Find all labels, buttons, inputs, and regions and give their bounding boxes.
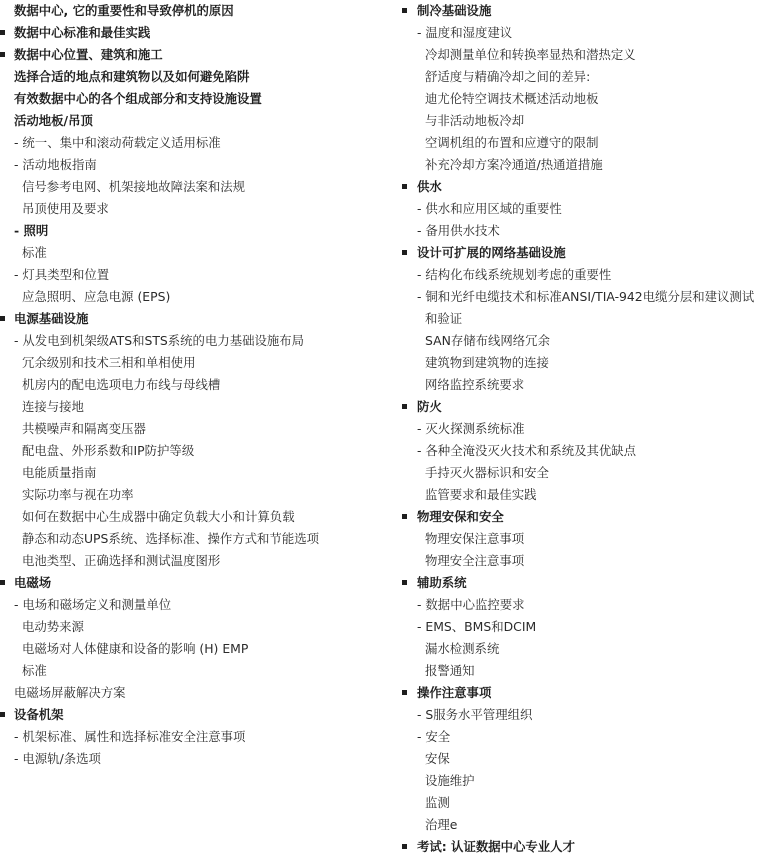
outline-line [402, 132, 771, 154]
outline-text: - 统一、集中和滚动荷载定义适用标准 [14, 135, 221, 150]
outline-line [0, 308, 395, 330]
outline-text: 设备机架 [14, 707, 64, 722]
outline-text: 物理安保注意事项 [425, 531, 525, 546]
outline-text: 考试: 认证数据中心专业人才 [417, 839, 575, 854]
outline-line [402, 396, 771, 418]
square-bullet-icon [0, 712, 5, 717]
outline-line [0, 528, 395, 550]
outline-line [402, 792, 771, 814]
square-bullet-icon [0, 316, 5, 321]
outline-line [0, 616, 395, 638]
outline-line [0, 484, 395, 506]
outline-line [0, 418, 395, 440]
left-column [0, 0, 395, 770]
outline-line [0, 374, 395, 396]
outline-text: - 安全 [417, 729, 451, 744]
outline-line [0, 0, 395, 22]
outline-text: 和验证 [425, 311, 463, 326]
outline-line [0, 660, 395, 682]
outline-line [0, 88, 395, 110]
outline-line [0, 66, 395, 88]
outline-line [0, 110, 395, 132]
outline-text: 冗余级别和技术三相和单相使用 [22, 355, 196, 370]
outline-line [402, 44, 771, 66]
outline-line [402, 462, 771, 484]
outline-text: 如何在数据中心生成器中确定负载大小和计算负载 [22, 509, 295, 524]
outline-line [402, 330, 771, 352]
outline-text: 辅助系统 [417, 575, 467, 590]
outline-line [402, 660, 771, 682]
outline-line [402, 748, 771, 770]
outline-line [0, 242, 395, 264]
outline-line [0, 44, 395, 66]
outline-line [0, 198, 395, 220]
outline-text: 舒适度与精确冷却之间的差异: [425, 69, 591, 84]
outline-text: SAN存储布线网络冗余 [425, 333, 550, 348]
square-bullet-icon [402, 514, 407, 519]
square-bullet-icon [402, 8, 407, 13]
outline-text: 信号参考电网、机架接地故障法案和法规 [22, 179, 246, 194]
outline-line [0, 440, 395, 462]
outline-line [402, 66, 771, 88]
outline-line [402, 264, 771, 286]
outline-line [402, 704, 771, 726]
outline-line [0, 726, 395, 748]
outline-line [0, 682, 395, 704]
outline-text: 物理安全注意事项 [425, 553, 525, 568]
outline-text: 治理e [425, 817, 458, 832]
outline-text: 标准 [22, 663, 47, 678]
outline-line [0, 506, 395, 528]
outline-text: 电能质量指南 [22, 465, 97, 480]
outline-line [402, 484, 771, 506]
outline-text: 数据中心, 它的重要性和导致停机的原因 [14, 3, 234, 18]
outline-line [0, 462, 395, 484]
outline-line [0, 330, 395, 352]
square-bullet-icon [402, 690, 407, 695]
outline-text: 电池类型、正确选择和测试温度图形 [22, 553, 221, 568]
outline-text: 配电盘、外形系数和IP防护等级 [22, 443, 195, 458]
outline-line [402, 242, 771, 264]
outline-line [0, 22, 395, 44]
outline-text: 防火 [417, 399, 442, 414]
outline-line [402, 550, 771, 572]
outline-text: 操作注意事项 [417, 685, 492, 700]
outline-text: - 数据中心监控要求 [417, 597, 525, 612]
outline-line [402, 220, 771, 242]
outline-line [402, 0, 771, 22]
outline-text: 电动势来源 [22, 619, 84, 634]
outline-text: 活动地板/吊顶 [14, 113, 93, 128]
outline-text: 连接与接地 [22, 399, 84, 414]
outline-line [0, 220, 395, 242]
outline-line [0, 264, 395, 286]
right-column [402, 0, 771, 858]
outline-text: - 从发电到机架级ATS和STS系统的电力基础设施布局 [14, 333, 305, 348]
outline-text: 设计可扩展的网络基础设施 [417, 245, 566, 260]
outline-text: 标准 [22, 245, 47, 260]
square-bullet-icon [402, 844, 407, 849]
outline-line [402, 286, 771, 308]
outline-text: 物理安保和安全 [417, 509, 504, 524]
outline-text: 冷却测量单位和转换率显热和潜热定义 [425, 47, 636, 62]
outline-text: 安保 [425, 751, 450, 766]
outline-text: - 结构化布线系统规划考虑的重要性 [417, 267, 612, 282]
outline-line [402, 616, 771, 638]
outline-line [402, 154, 771, 176]
outline-text: 吊顶使用及要求 [22, 201, 109, 216]
outline-line [0, 748, 395, 770]
square-bullet-icon [402, 404, 407, 409]
square-bullet-icon [402, 250, 407, 255]
outline-line [402, 726, 771, 748]
outline-line [0, 594, 395, 616]
outline-line [402, 22, 771, 44]
outline-text: 选择合适的地点和建筑物以及如何避免陷阱 [14, 69, 250, 84]
outline-text: 应急照明、应急电源 (EPS) [22, 289, 171, 304]
outline-text: 共模噪声和隔离变压器 [22, 421, 146, 436]
outline-text: 有效数据中心的各个组成部分和支持设施设置 [14, 91, 262, 106]
outline-text: 电磁场对人体健康和设备的影响 (H) EMP [22, 641, 249, 656]
outline-text: - S服务水平管理组织 [417, 707, 533, 722]
outline-text: 数据中心标准和最佳实践 [14, 25, 151, 40]
outline-line [0, 550, 395, 572]
outline-text: - 灯具类型和位置 [14, 267, 110, 282]
outline-text: 补充冷却方案冷通道/热通道措施 [425, 157, 603, 172]
outline-line [402, 528, 771, 550]
outline-text: - 供水和应用区域的重要性 [417, 201, 562, 216]
outline-text: 手持灭火器标识和安全 [425, 465, 549, 480]
outline-text: - 各种全淹没灭火技术和系统及其优缺点 [417, 443, 637, 458]
outline-line [402, 440, 771, 462]
outline-line [402, 770, 771, 792]
outline-line [0, 286, 395, 308]
outline-text: - 备用供水技术 [417, 223, 500, 238]
outline-text: - 铜和光纤电缆技术和标准ANSI/TIA-942电缆分层和建议测试 [417, 289, 755, 304]
outline-text: - EMS、BMS和DCIM [417, 619, 537, 634]
outline-line [402, 682, 771, 704]
outline-text: 制冷基础设施 [417, 3, 492, 18]
outline-line [0, 154, 395, 176]
outline-text: - 活动地板指南 [14, 157, 97, 172]
outline-text: 静态和动态UPS系统、选择标准、操作方式和节能选项 [22, 531, 319, 546]
outline-line [0, 396, 395, 418]
outline-line [402, 110, 771, 132]
outline-text: 监测 [425, 795, 450, 810]
outline-line [402, 418, 771, 440]
outline-line [402, 506, 771, 528]
outline-text: - 电源轨/条选项 [14, 751, 101, 766]
outline-line [402, 198, 771, 220]
outline-text: 供水 [417, 179, 442, 194]
outline-line [402, 88, 771, 110]
outline-text: 空调机组的布置和应遵守的限制 [425, 135, 599, 150]
outline-text: 数据中心位置、建筑和施工 [14, 47, 163, 62]
outline-line [402, 572, 771, 594]
outline-text: 监管要求和最佳实践 [425, 487, 537, 502]
outline-line [0, 132, 395, 154]
outline-text: - 电场和磁场定义和测量单位 [14, 597, 172, 612]
outline-text: 机房内的配电选项电力布线与母线槽 [22, 377, 221, 392]
outline-text: 电源基础设施 [14, 311, 89, 326]
outline-text: 电磁场 [14, 575, 52, 590]
square-bullet-icon [0, 52, 5, 57]
outline-text: 与非活动地板冷却 [425, 113, 525, 128]
outline-line [402, 308, 771, 330]
outline-text: 设施维护 [425, 773, 475, 788]
outline-text: - 照明 [14, 223, 49, 238]
outline-line [0, 352, 395, 374]
outline-text: - 灭火探测系统标准 [417, 421, 525, 436]
outline-line [0, 704, 395, 726]
outline-text: 实际功率与视在功率 [22, 487, 134, 502]
outline-text: - 温度和湿度建议 [417, 25, 513, 40]
outline-text: - 机架标准、属性和选择标准安全注意事项 [14, 729, 246, 744]
square-bullet-icon [402, 580, 407, 585]
outline-line [402, 836, 771, 858]
outline-line [0, 176, 395, 198]
outline-text: 网络监控系统要求 [425, 377, 525, 392]
outline-line [402, 638, 771, 660]
outline-line [402, 352, 771, 374]
outline-line [402, 594, 771, 616]
square-bullet-icon [402, 184, 407, 189]
outline-line [402, 814, 771, 836]
outline-text: 电磁场屏蔽解决方案 [14, 685, 126, 700]
outline-text: 漏水检测系统 [425, 641, 500, 656]
outline-line [0, 572, 395, 594]
outline-line [402, 176, 771, 198]
outline-line [402, 374, 771, 396]
outline-text: 迪尤伦特空调技术概述活动地板 [425, 91, 599, 106]
outline-line [0, 638, 395, 660]
square-bullet-icon [0, 30, 5, 35]
square-bullet-icon [0, 580, 5, 585]
outline-text: 报警通知 [425, 663, 475, 678]
outline-text: 建筑物到建筑物的连接 [425, 355, 549, 370]
